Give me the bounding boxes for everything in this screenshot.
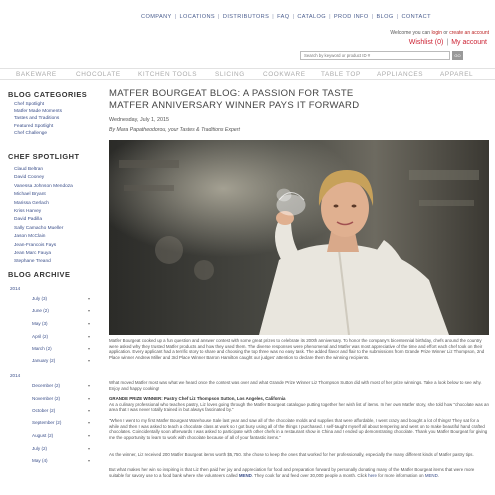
nav-locations[interactable]: LOCATIONS: [179, 14, 216, 20]
archive-month[interactable]: July (2): [32, 446, 48, 451]
nav-blog[interactable]: BLOG: [376, 14, 394, 20]
expand-icon[interactable]: ▾: [88, 396, 91, 401]
category-kitchen-tools[interactable]: KITCHEN TOOLS: [138, 71, 198, 78]
post-byline: By Mara Papatheodorou, your Tastes & Traditions Expert: [109, 127, 240, 133]
expand-icon[interactable]: ▾: [88, 420, 91, 425]
nav-contact[interactable]: CONTACT: [401, 14, 431, 20]
create-account-link[interactable]: create an account: [449, 30, 489, 36]
expand-icon[interactable]: ▾: [88, 358, 91, 363]
archive-month[interactable]: April (2): [32, 334, 49, 339]
my-account-link[interactable]: My account: [451, 39, 487, 46]
expand-icon[interactable]: ▾: [88, 433, 91, 438]
archive-month[interactable]: March (2): [32, 346, 52, 351]
nav-company[interactable]: COMPANY: [141, 14, 172, 20]
chef-item[interactable]: David Padilla: [14, 217, 42, 223]
archive-month[interactable]: July (3): [32, 296, 48, 301]
expand-icon[interactable]: ▾: [88, 408, 91, 413]
post-photo: [109, 140, 489, 335]
blog-category-item[interactable]: Tastes and Traditions: [14, 116, 60, 122]
category-cookware[interactable]: COOKWARE: [263, 71, 306, 78]
archive-month[interactable]: November (2): [32, 396, 61, 401]
archive-month[interactable]: May (3): [32, 321, 48, 326]
post-paragraph-1: Matfer Bourgeat cooked up a fun question and answer contest with some great prizes to celebrate its 200th anniversary. To honor the company's bicentennial birthday, chefs around the country were asked why they trusted Matfer products and how they used them. The diverse responses were phenomenal and Matfer was most appreciative of the time and effort each chef took on their application. Every applicant had a terrific story to share and choosing the top three was no easy task. The added flavor and flair to the submissions from Grande Prize Winner Liz Thompson, 2nd Place winner Andrew Miller and 3rd Place Winner Barron Hamilton caught our judges' attention to declare them the winning recipients.: [109, 338, 485, 360]
chef-item[interactable]: Vanessa Johnson Mendoza: [14, 183, 73, 189]
chef-item[interactable]: Jean-Francois Fays: [14, 242, 57, 248]
winner-intro: As a culinary professional who teaches pastry, Liz loves going through the Matfer Bourgeat catalogue putting together her wish list of items. In her own Matfer story, she told how "chocolate was an area that I was never totally trained in but always fascinated by.": [109, 401, 489, 413]
archive-month[interactable]: January (2): [32, 358, 56, 363]
expand-icon[interactable]: ▾: [88, 446, 91, 451]
category-table-top[interactable]: TABLE TOP: [321, 71, 361, 78]
blog-categories-list: [14, 101, 62, 137]
blog-categories-title: BLOG CATEGORIES: [8, 90, 88, 99]
archive-month[interactable]: October (2): [32, 408, 56, 413]
category-bakeware[interactable]: BAKEWARE: [16, 71, 57, 78]
expand-icon[interactable]: ▾: [88, 383, 91, 388]
category-slicing[interactable]: SLICING: [215, 71, 245, 78]
blog-category-item[interactable]: Matfer Made Moments: [14, 109, 62, 115]
chef-item[interactable]: Sally Camacho Mueller: [14, 225, 64, 231]
expand-icon[interactable]: ▾: [88, 334, 91, 339]
blog-category-item[interactable]: Chef Spotlight: [14, 102, 45, 107]
expand-icon[interactable]: ▾: [88, 346, 91, 351]
archive-month[interactable]: August (2): [32, 433, 54, 438]
login-link[interactable]: login: [431, 30, 443, 36]
expand-icon[interactable]: ▾: [88, 321, 91, 326]
archive-year[interactable]: 2014: [10, 286, 21, 291]
post-title-line-2: MATFER ANNIVERSARY WINNER PAYS IT FORWARD: [109, 100, 360, 111]
chef-item[interactable]: Kriss Harvey: [14, 208, 42, 214]
blog-category-item[interactable]: Chef Challenge: [14, 130, 48, 136]
category-navigation: [0, 68, 495, 80]
category-appliances[interactable]: APPLIANCES: [377, 71, 424, 78]
wishlist-link[interactable]: Wishlist (0): [408, 39, 444, 46]
nav-catalog[interactable]: CATALOG: [297, 14, 327, 20]
chef-item[interactable]: Jean Marc Fauya: [14, 250, 52, 256]
blog-archive-title: BLOG ARCHIVE: [8, 270, 71, 279]
post-paragraph-2: What moved Matfer most was what we heard once the contest was over and what Grande Prize Winner Liz Thompson Sutton did with most of her prize winnings. Take a look below to see why. Enjoy and happy cooking!: [109, 380, 482, 391]
category-apparel[interactable]: APPAREL: [440, 71, 474, 78]
here-link[interactable]: here: [368, 472, 377, 478]
nav-prod-info[interactable]: PROD INFO: [333, 14, 369, 20]
mend-link[interactable]: MEND: [238, 472, 252, 478]
chef-item[interactable]: David Cooney: [14, 175, 45, 181]
archive-month[interactable]: June (2): [32, 308, 49, 313]
post-paragraph-3: [109, 396, 489, 413]
chef-spotlight-title: CHEF SPOTLIGHT: [8, 152, 80, 161]
expand-icon[interactable]: ▾: [88, 308, 91, 313]
chef-item[interactable]: Marissa Gerlach: [14, 200, 49, 206]
chef-item[interactable]: Michael Bryant: [14, 192, 46, 198]
top-navigation: COMPANY | LOCATIONS | DISTRIBUTORS | FAQ | CATALOG | PROD INFO | BLOG | CONTACT: [141, 14, 431, 20]
chef-item[interactable]: Stephane Treand: [14, 259, 51, 265]
archive-month[interactable]: September (2): [32, 420, 62, 425]
chef-photo-illustration: [109, 140, 489, 335]
nav-distributors[interactable]: DISTRIBUTORS: [222, 14, 270, 20]
chef-item[interactable]: Claud Beltran: [14, 167, 44, 172]
account-links: Wishlist (0) | My account: [408, 39, 487, 46]
post-paragraph-4: "When I went to my first Matfer Bourgeat Warehouse Sale last year and saw all of the chocolate molds and supplies that were affordable, I went crazy and bought a lot of things! They sat for a while and then I was asked to teach a chocolate class at work so I got busy using all of the things I purchased. I self-taught myself all about tempering and went on to make beautiful hand crafted chocolates. Coincidentally soon afterwards I was asked to participate with other chefs in a restaurant show in China and I ended up demonstrating chocolate. Thank you Matfer Bourgeat for giving me the opportunity to learn to work with chocolate because of all of your fantastic items.": [109, 418, 488, 440]
blog-category-item[interactable]: Featured Spotlight: [14, 123, 54, 129]
archive-month[interactable]: May (4): [32, 458, 48, 463]
nav-faq[interactable]: FAQ: [277, 14, 290, 20]
search-input[interactable]: [300, 51, 450, 60]
post-paragraph-6: But what makes her win so inspiring is that Liz then paid her joy and appreciation for food and preparation forward by personally donating many of the Matfer Bourgeat items that were more suitable for savory use to a food bank where she volunteers called MEND. They cook for and feed over 30,000 people a month. Click here for more information on MEND.: [109, 467, 475, 478]
winner-heading: GRANDE PRIZE WINNER: Pastry Chef Liz Thompson Sutton, Los Angeles, California: [109, 396, 286, 401]
mend-info-link[interactable]: MEND: [424, 472, 438, 478]
post-header: [109, 88, 489, 133]
archive-month[interactable]: December (2): [32, 383, 61, 388]
archive-year[interactable]: 2014: [10, 373, 21, 378]
search-go-button[interactable]: GO: [452, 51, 463, 60]
chef-spotlight-list: [14, 166, 73, 267]
chef-item[interactable]: Jason McClain: [14, 234, 46, 240]
category-chocolate[interactable]: CHOCOLATE: [76, 71, 121, 78]
post-date: Wednesday, July 1, 2015: [109, 117, 170, 123]
welcome-message: Welcome you can login or create an account: [390, 30, 489, 36]
post-paragraph-5: As the winner, Liz received 200 Matfer Bourgeat items worth $5,750. She chose to keep the ones that worked for her professionally, especially the many different kinds of Matfer pastry tips.: [109, 452, 474, 457]
expand-icon[interactable]: ▾: [88, 296, 91, 301]
post-title-line-1: MATFER BOURGEAT BLOG: A PASSION FOR TASTE: [109, 88, 354, 99]
expand-icon[interactable]: ▾: [88, 458, 91, 463]
